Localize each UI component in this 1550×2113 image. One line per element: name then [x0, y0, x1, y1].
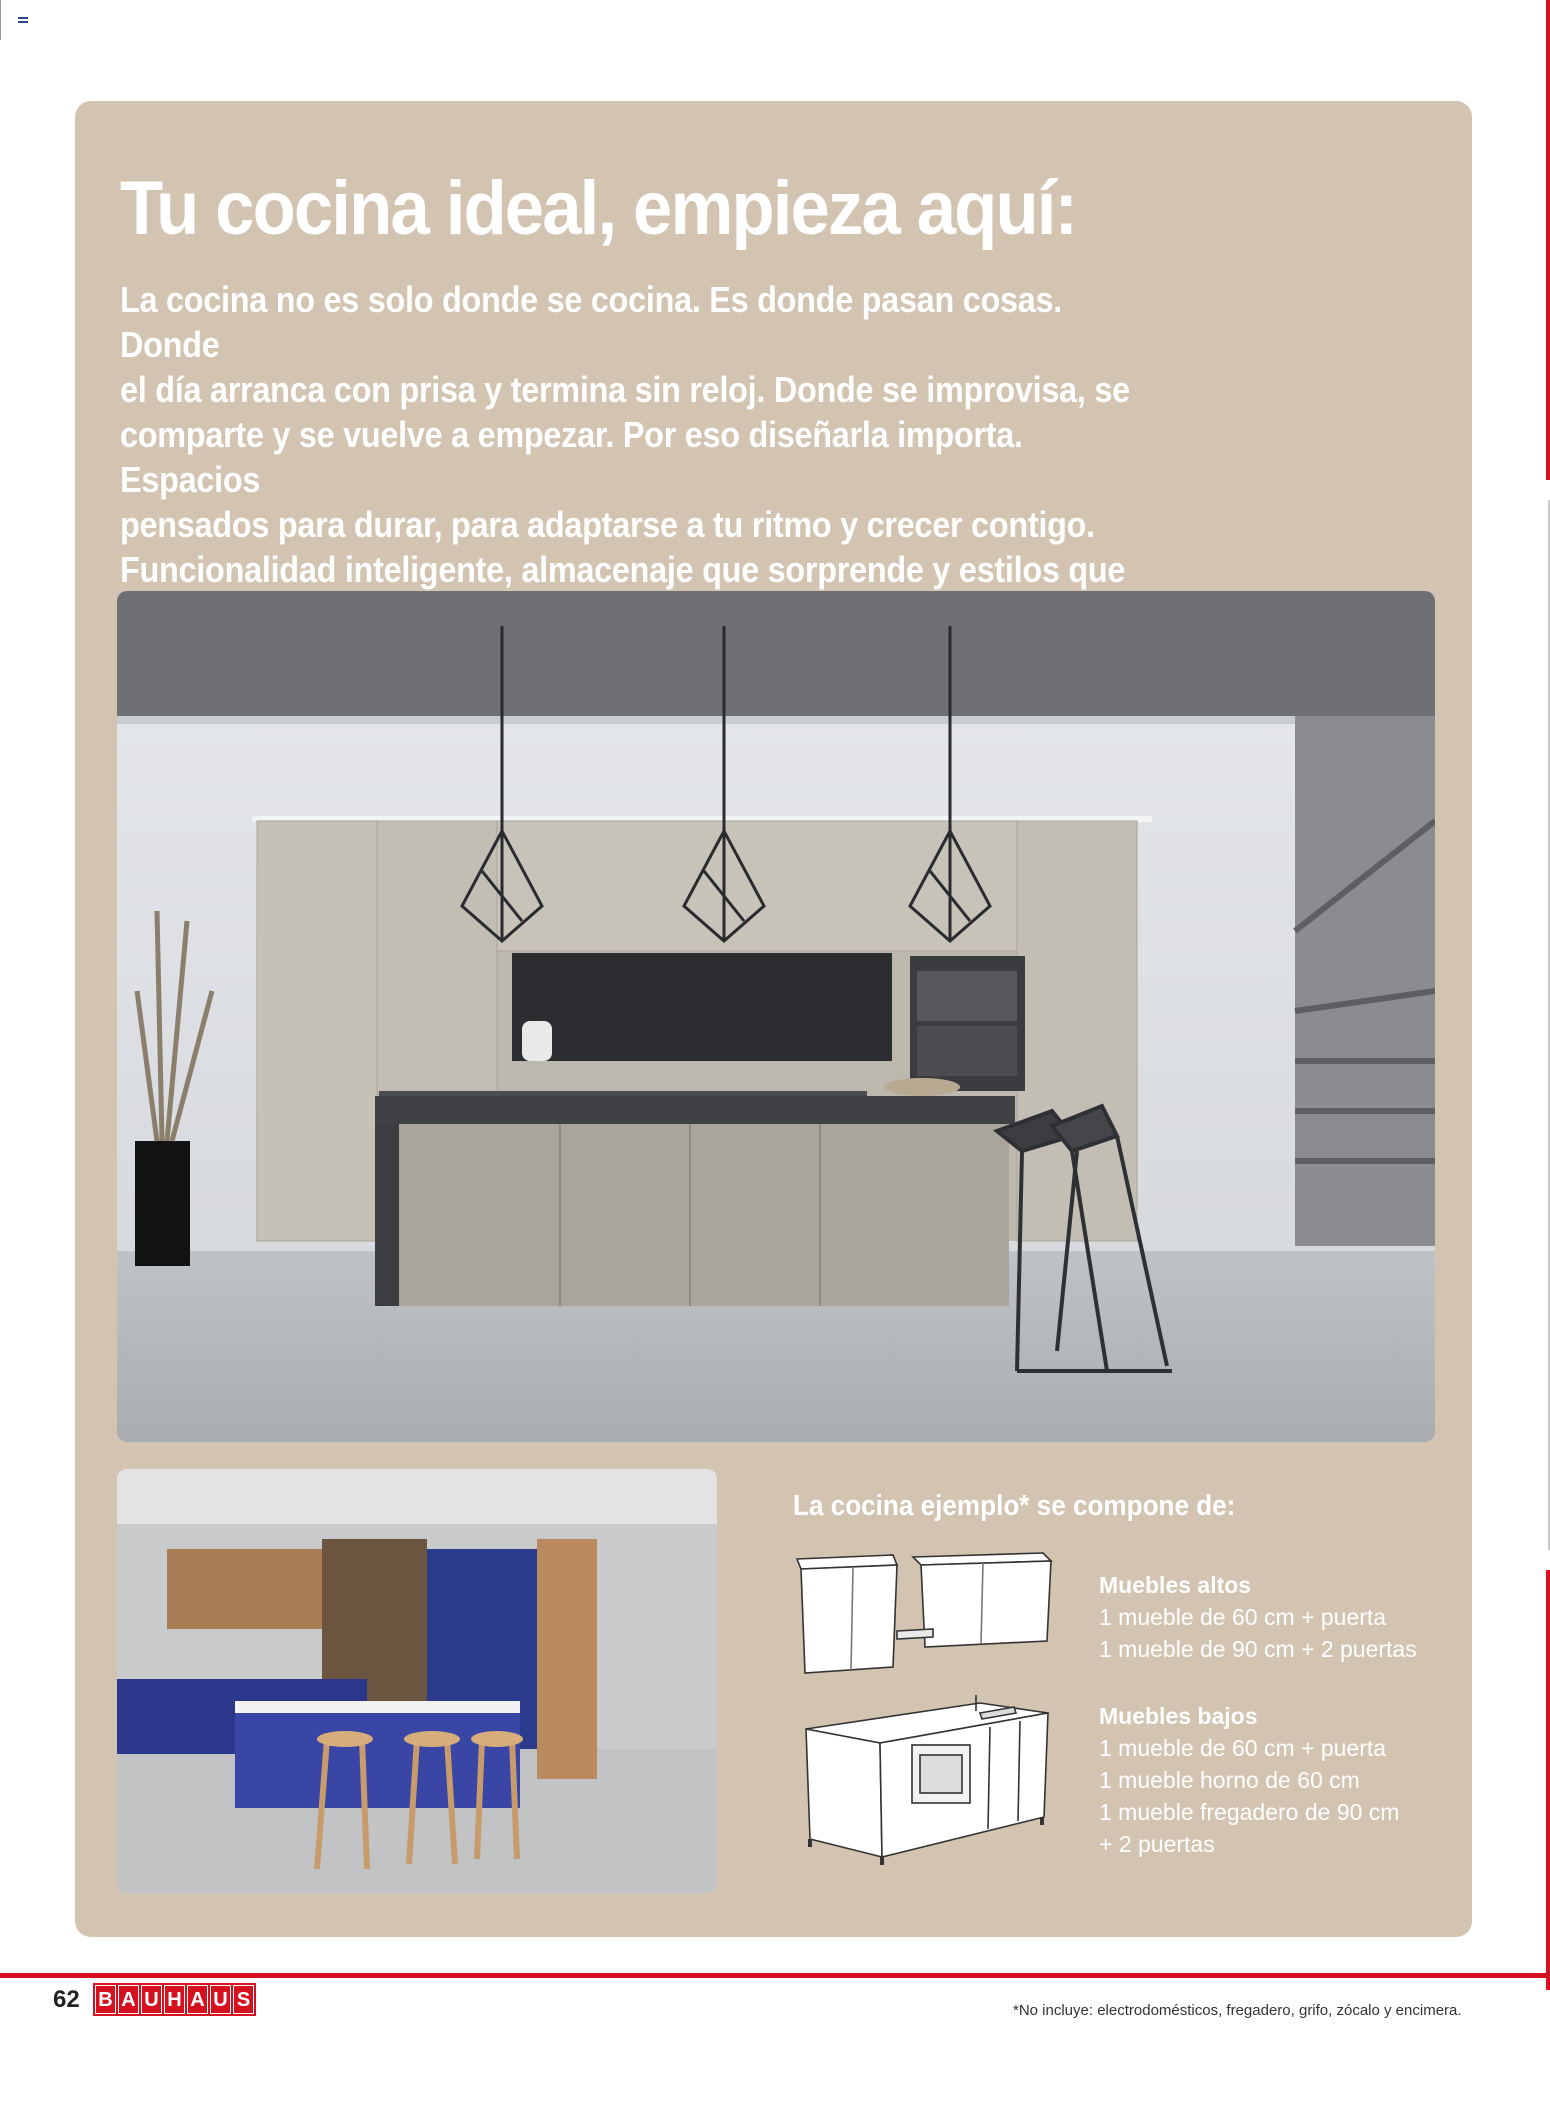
footer-rule [0, 1973, 1550, 1978]
secondary-kitchen-photo [117, 1469, 717, 1893]
logo-letter: A [118, 1985, 139, 2014]
page-edge-red-top [1546, 0, 1550, 480]
page-headline: Tu cocina ideal, empieza aquí: [120, 166, 1077, 251]
upper-cabinets-line: 1 mueble de 90 cm + 2 puertas [1099, 1636, 1417, 1662]
logo-letter: U [210, 1985, 231, 2014]
logo-letter: U [141, 1985, 162, 2014]
intro-line: La cocina no es solo donde se cocina. Es donde pasan cosas. Donde [120, 279, 1062, 365]
intro-line: comparte y se vuelve a empezar. Por eso diseñarla importa. Espacios [120, 414, 1023, 500]
page-edge-line [0, 0, 1, 40]
brand-logo[interactable] [95, 1985, 254, 2014]
logo-letter: B [95, 1985, 116, 2014]
lower-cabinets-spec [1099, 1700, 1399, 1860]
lower-cabinets-drawing [800, 1689, 1052, 1867]
logo-letter: H [164, 1985, 185, 2014]
logo-letter: A [187, 1985, 208, 2014]
lower-cabinets-heading: Muebles bajos [1099, 1703, 1258, 1729]
footnote: *No incluye: electrodomésticos, fregadero, grifo, zócalo y encimera. [1013, 2002, 1462, 2019]
upper-cabinets-heading: Muebles altos [1099, 1572, 1252, 1598]
lower-cabinets-line: 1 mueble fregadero de 90 cm [1099, 1799, 1400, 1825]
main-kitchen-photo [117, 591, 1435, 1442]
intro-line: pensados para durar, para adaptarse a tu ritmo y crecer contigo. [120, 504, 1095, 545]
lower-cabinets-line: 1 mueble horno de 60 cm [1099, 1767, 1360, 1793]
page-edge-red-bottom [1546, 1570, 1550, 1990]
upper-cabinets-line: 1 mueble de 60 cm + puerta [1099, 1604, 1387, 1630]
intro-line: el día arranca con prisa y termina sin reloj. Donde se improvisa, se [120, 369, 1130, 410]
logo-letter: S [233, 1985, 254, 2014]
upper-cabinets-drawing [793, 1551, 1055, 1675]
page-number: 62 [53, 1986, 80, 2013]
menu-icon[interactable] [18, 17, 28, 26]
intro-line: Funcionalidad inteligente, almacenaje que sorprende y estilos que [120, 549, 1126, 590]
lower-cabinets-line: 1 mueble de 60 cm + puerta [1099, 1735, 1387, 1761]
lower-cabinets-line: + 2 puertas [1099, 1831, 1215, 1857]
composition-title: La cocina ejemplo* se compone de: [793, 1490, 1236, 1522]
intro-paragraph [120, 277, 1155, 637]
upper-cabinets-spec [1099, 1569, 1417, 1665]
